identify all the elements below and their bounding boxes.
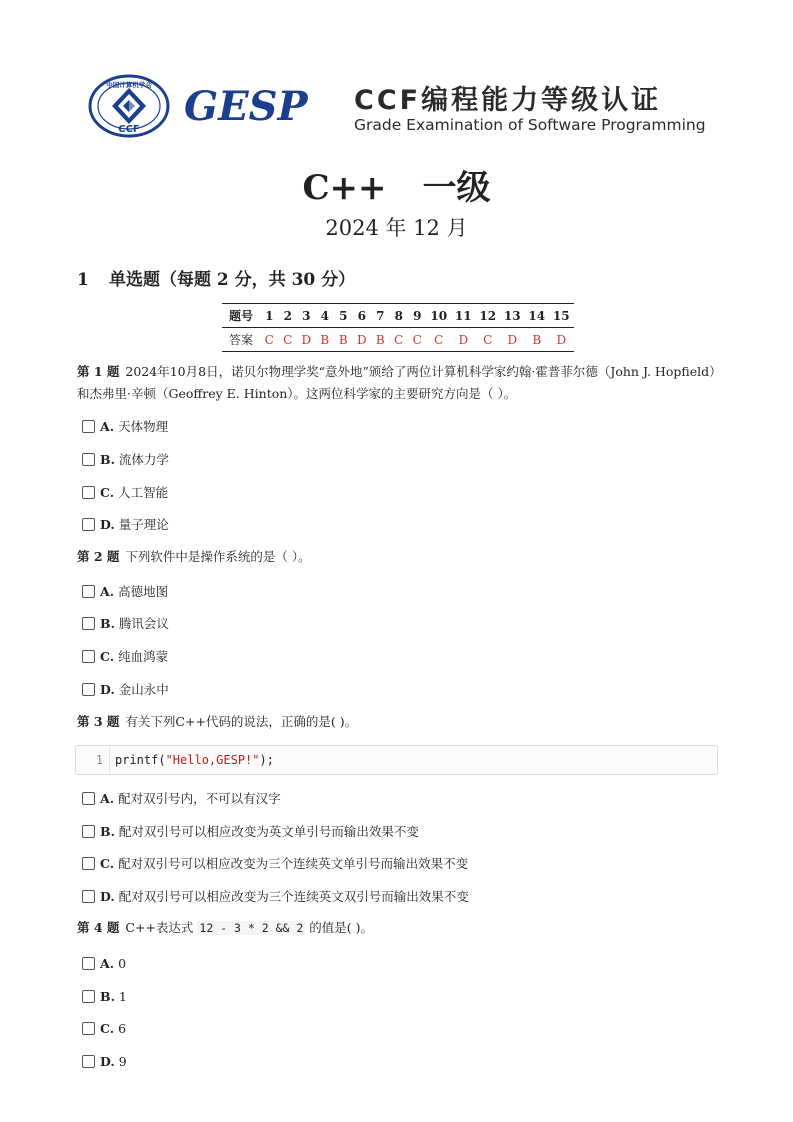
question-number-cell: 8 [390, 304, 409, 328]
option-text: 高德地图 [118, 584, 169, 599]
question-number-cell: 3 [297, 304, 316, 328]
question-number-cell: 5 [334, 304, 353, 328]
answer-cell: D [356, 332, 367, 347]
option-text: 配对双引号可以相应改变为三个连续英文单引号而输出效果不变 [118, 856, 469, 871]
option-text: 纯血鸿蒙 [118, 649, 169, 664]
checkbox-icon[interactable] [82, 683, 95, 696]
option-text: 0 [118, 955, 127, 971]
checkbox-icon[interactable] [82, 453, 95, 466]
question-1-option-a[interactable] [82, 418, 168, 434]
brand-title: CCF编程能力等级认证 [354, 85, 662, 116]
checkbox-icon[interactable] [82, 957, 95, 970]
answer-cell: D [458, 332, 469, 347]
answer-cell: C [394, 332, 404, 347]
question-1-stem [77, 361, 717, 405]
option-letter: B. [100, 615, 115, 631]
checkbox-icon[interactable] [82, 1022, 95, 1035]
question-2-option-a[interactable] [82, 583, 168, 599]
option-text: 配对双引号可以相应改变为英文单引号而输出效果不变 [118, 824, 419, 839]
option-letter: B. [100, 451, 115, 467]
line-number: 1 [76, 746, 110, 774]
question-label: 第 2 题 [77, 549, 120, 564]
option-letter: D. [100, 681, 115, 697]
option-text: 6 [118, 1020, 127, 1036]
answer-cell: B [532, 332, 542, 347]
answer-cell: C [434, 332, 444, 347]
answer-cell: D [507, 332, 518, 347]
question-1-option-c[interactable] [82, 484, 168, 500]
checkbox-icon[interactable] [82, 792, 95, 805]
question-text-before: C++表达式 [125, 920, 194, 935]
option-text: 1 [118, 988, 127, 1004]
question-number-cell: 10 [427, 304, 452, 328]
checkbox-icon[interactable] [82, 518, 95, 531]
code-suffix: ); [259, 753, 274, 767]
exam-level: 一级 [422, 168, 491, 208]
option-letter: A. [100, 583, 115, 599]
question-2-option-c[interactable] [82, 648, 168, 664]
question-number-cell: 9 [408, 304, 427, 328]
answer-table-header-label: 题号 [222, 304, 260, 328]
option-text: 量子理论 [118, 517, 169, 532]
question-label: 第 1 题 [77, 364, 120, 379]
question-label: 第 3 题 [77, 714, 120, 729]
checkbox-icon[interactable] [82, 650, 95, 663]
option-text: 金山永中 [118, 682, 169, 697]
question-label: 第 4 题 [77, 920, 120, 935]
question-2-stem [77, 546, 717, 568]
question-4-option-d[interactable] [82, 1053, 127, 1069]
option-letter: A. [100, 790, 115, 806]
question-number-cell: 2 [279, 304, 298, 328]
question-text: 下列软件中是操作系统的是（ ）。 [125, 549, 311, 564]
code-prefix: printf( [115, 753, 166, 767]
question-text: 有关下列C++代码的说法，正确的是( )。 [125, 714, 358, 729]
question-number-cell: 1 [260, 304, 279, 328]
answer-cell: D [301, 332, 312, 347]
question-number-cell: 11 [451, 304, 476, 328]
question-1-option-b[interactable] [82, 451, 169, 467]
option-letter: C. [100, 855, 115, 871]
question-number-cell: 7 [371, 304, 390, 328]
option-letter: C. [100, 1020, 115, 1036]
checkbox-icon[interactable] [82, 825, 95, 838]
question-number-cell: 4 [316, 304, 335, 328]
code-string: "Hello,GESP!" [165, 753, 260, 767]
checkbox-icon[interactable] [82, 890, 95, 903]
answer-cell: B [338, 332, 348, 347]
checkbox-icon[interactable] [82, 617, 95, 630]
checkbox-icon[interactable] [82, 857, 95, 870]
question-number-cell: 6 [353, 304, 372, 328]
gesp-logo [182, 84, 328, 128]
option-text: 流体力学 [118, 452, 169, 467]
answer-cell: B [320, 332, 330, 347]
question-1-option-d[interactable] [82, 516, 169, 532]
answer-table [222, 303, 574, 352]
question-3-option-d[interactable] [82, 888, 469, 904]
answer-cell: C [264, 332, 274, 347]
question-number-cell: 13 [500, 304, 525, 328]
section-title: 单选题（每题 2 分，共 30 分） [109, 270, 356, 290]
option-text: 天体物理 [118, 419, 169, 434]
option-text: 配对双引号内，不可以有汉字 [118, 791, 281, 806]
answer-cell: D [556, 332, 567, 347]
question-3-option-a[interactable] [82, 790, 281, 806]
question-4-option-b[interactable] [82, 988, 127, 1004]
question-3-stem [77, 711, 717, 733]
ccf-logo-letters: CCF [118, 124, 140, 135]
code-line [110, 753, 274, 767]
answer-table-header-row [222, 304, 574, 328]
page-header [88, 74, 718, 140]
exam-title [0, 160, 793, 209]
question-2-option-b[interactable] [82, 615, 169, 631]
question-text-after: 的值是( )。 [309, 920, 373, 935]
option-text: 腾讯会议 [118, 616, 169, 631]
question-4-option-a[interactable] [82, 955, 126, 971]
answer-cell: B [375, 332, 385, 347]
option-letter: C. [100, 484, 115, 500]
ccf-logo [88, 74, 170, 138]
checkbox-icon[interactable] [82, 420, 95, 433]
option-text: 人工智能 [118, 485, 169, 500]
answer-table-answer-label: 答案 [228, 333, 253, 347]
option-letter: D. [100, 516, 115, 532]
section-heading [77, 265, 355, 290]
code-block [75, 745, 718, 775]
option-text: 配对双引号可以相应改变为三个连续英文双引号而输出效果不变 [118, 889, 469, 904]
option-letter: A. [100, 418, 115, 434]
exam-date: 2024 年 12 月 [325, 216, 468, 240]
option-text: 9 [118, 1053, 127, 1069]
option-letter: D. [100, 1053, 115, 1069]
checkbox-icon[interactable] [82, 585, 95, 598]
answer-table-answer-row [222, 328, 574, 352]
section-number: 1 [77, 270, 89, 290]
checkbox-icon[interactable] [82, 990, 95, 1003]
question-3-option-b[interactable] [82, 823, 419, 839]
question-3-option-c[interactable] [82, 855, 468, 871]
question-number-cell: 15 [549, 304, 574, 328]
ccf-logo-ring-text: 中国计算机学会 [106, 81, 152, 89]
gesp-logo-text: GESP [184, 84, 308, 128]
answer-cell: C [412, 332, 422, 347]
question-4-stem [77, 917, 717, 939]
question-number-cell: 12 [476, 304, 501, 328]
answer-cell: C [483, 332, 493, 347]
option-letter: C. [100, 648, 115, 664]
checkbox-icon[interactable] [82, 486, 95, 499]
question-text: 2024年10月8日，诺贝尔物理学奖“意外地”颁给了两位计算机科学家约翰·霍普菲尔德（John J. Hopfield）和杰弗里·辛顿（Geoffrey E. Hinton）。这两位科学家的主要研究方向是（ ）。 [77, 364, 716, 401]
question-number-cell: 14 [525, 304, 550, 328]
question-2-option-d[interactable] [82, 681, 169, 697]
inline-code-expression: 12 - 3 * 2 && 2 [199, 921, 304, 935]
question-4-option-c[interactable] [82, 1020, 126, 1036]
checkbox-icon[interactable] [82, 1055, 95, 1068]
option-letter: B. [100, 823, 115, 839]
option-letter: B. [100, 988, 115, 1004]
exam-language: C++ [302, 168, 387, 208]
option-letter: D. [100, 888, 115, 904]
brand-subtitle: Grade Examination of Software Programming [354, 116, 706, 134]
answer-cell: C [283, 332, 293, 347]
option-letter: A. [100, 955, 115, 971]
